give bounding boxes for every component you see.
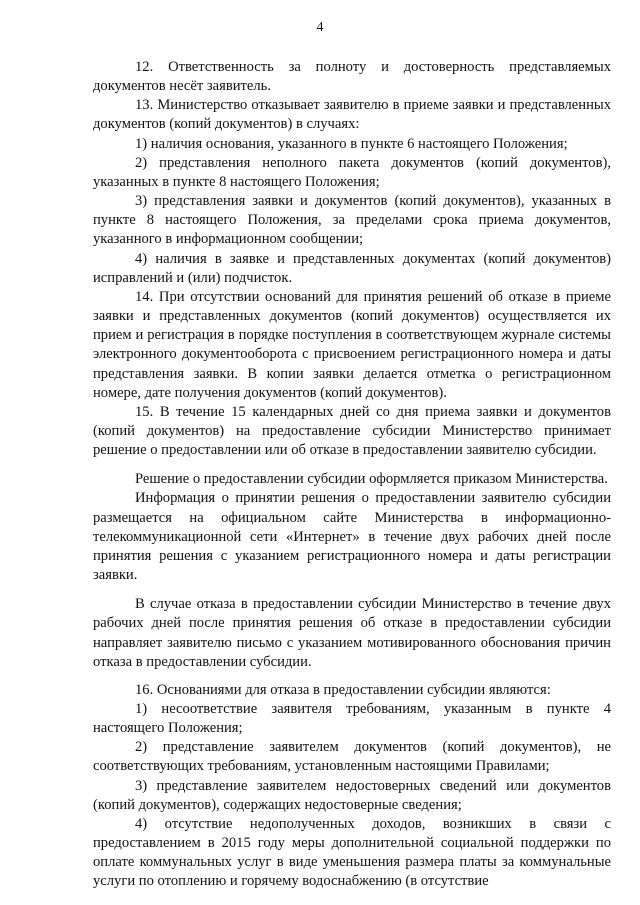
paragraph-15-information: Информация о принятии решения о предоставлении заявителю субсидии размещается на официальном сайте Министерства в информационно-телекоммуникационной сети «Интернет» в течение двух рабочих дней после принятия решения с указанием регистрационного номера и даты регистрации заявки. [93,490,611,584]
paragraph-13: 13. Министерство отказывает заявителю в приеме заявки и представленных документов (копий документов) в случаях: [93,97,611,133]
paragraph-14: 14. При отсутствии оснований для принятия решений об отказе в приеме заявки и представленных документов (копий документов) осуществляется их прием и регистрация в порядке поступления в соответствующем журнале системы электронного документооборота с присвоением регистрационного номера и даты представления заявки. В копии заявки делается отметка о регистрационном номере, дате получения документов (копий документов). [93,288,611,401]
paragraph-13-item-4: 4) наличия в заявке и представленных документах (копий документов) исправлений и (или) подчисток. [93,250,611,286]
paragraph-16-item-2: 2) представление заявителем документов (копий документов), не соответствующих требованиям, установленным настоящими Правилами; [93,739,611,775]
paragraph-16-item-1: 1) несоответствие заявителя требованиям, указанным в пункте 4 настоящего Положения; [93,701,611,737]
document-body [93,58,611,892]
paragraph-12: 12. Ответственность за полноту и достоверность представляемых документов несёт заявитель. [93,59,611,95]
paragraph-16-item-3: 3) представление заявителем недостоверных сведений или документов (копий документов), содержащих недостоверные сведения; [93,777,611,813]
paragraph-13-item-1: 1) наличия основания, указанного в пункте 6 настоящего Положения; [135,135,568,152]
paragraph-13-item-2: 2) представления неполного пакета документов (копий документов), указанных в пункте 8 настоящего Положения; [93,154,611,190]
paragraph-16: 16. Основаниями для отказа в предоставлении субсидии являются: [135,681,551,698]
paragraph-15: 15. В течение 15 календарных дней со дня приема заявки и документов (копий документов) на предоставление субсидии Министерство принимает решение о предоставлении или об отказе в предоставлении заявителю субсидии. [93,403,611,459]
page-number: 4 [316,20,324,35]
paragraph-15-decision: Решение о предоставлении субсидии оформляется приказом Министерства. [135,471,608,488]
paragraph-16-item-4: 4) отсутствие недополученных доходов, возникших в связи с предоставлением в 2015 году меры дополнительной социальной поддержки по оплате коммунальных услуг в виде уменьшения размера платы за коммунальные услуги по отоплению и горячему водоснабжению (в отсутствие [93,815,611,890]
paragraph-13-item-3: 3) представления заявки и документов (копий документов), указанных в пункте 8 настоящего Положения, за пределами срока приема документов, указанного в информационном сообщении; [93,193,611,248]
paragraph-15-refusal: В случае отказа в предоставлении субсидии Министерство в течение двух рабочих дней после принятия решения об отказе в предоставлении субсидии направляет заявителю письмо с указанием мотивированного обоснования причин отказа в предоставлении субсидии. [93,596,611,670]
